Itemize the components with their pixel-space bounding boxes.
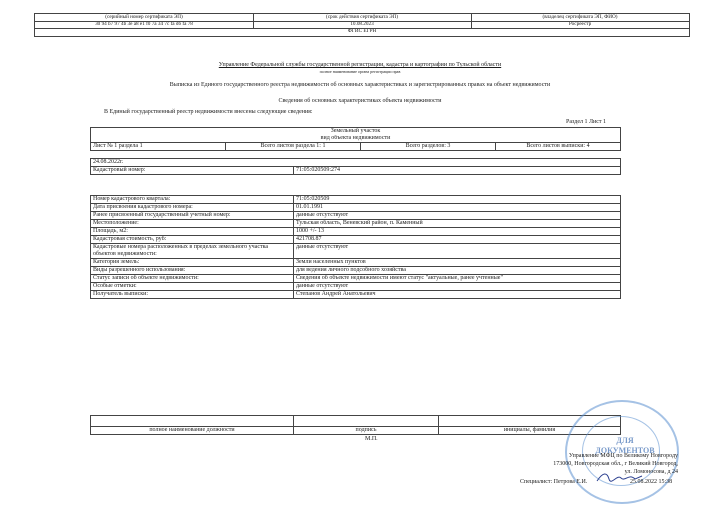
- row-label: Номер кадастрового квартала:: [91, 196, 294, 204]
- office-address-1: 173000, Новгородская обл., г Великий Новгород,: [553, 461, 678, 467]
- extract-date: 24.08.2022г.: [91, 159, 621, 167]
- table-row: [91, 267, 621, 275]
- object-type-caption: вид объекта недвижимости: [91, 135, 621, 143]
- row-value: 421708.87: [294, 236, 621, 244]
- table-row: [91, 275, 621, 283]
- object-type: Земельный участок: [91, 128, 621, 136]
- row-label: Категория земель:: [91, 259, 294, 267]
- office-address-2: ул. Ломоносова, д 24: [624, 469, 678, 475]
- row-value: Земли населенных пунктов: [294, 259, 621, 267]
- certificate-block: [34, 13, 690, 37]
- table-row: [91, 212, 621, 220]
- timestamp: 25.08.2022 15:38: [630, 479, 673, 485]
- signature-caption: подпись: [294, 427, 439, 435]
- row-label: Местоположение:: [91, 220, 294, 228]
- row-label: Площадь, м2:: [91, 228, 294, 236]
- cadastral-value: 71:05:020509:274: [294, 167, 621, 175]
- sheets-total: Всего листов раздела 1: 1: [226, 143, 361, 151]
- row-label: Особые отметки:: [91, 283, 294, 291]
- cert-system: ФГИС ЕГРН: [347, 28, 377, 34]
- table-row: [91, 244, 621, 259]
- signature-cell: [294, 416, 439, 427]
- position-cell: [91, 416, 294, 427]
- cert-expiry-header: (срок действия сертификата ЭП): [325, 14, 399, 20]
- row-value: данные отсутствуют: [294, 212, 621, 220]
- table-row: [91, 228, 621, 236]
- signature-table: [90, 415, 621, 435]
- object-table: [90, 127, 621, 151]
- row-label: Дата присвоения кадастрового номера:: [91, 204, 294, 212]
- extract-sheets: Всего листов выписки: 4: [496, 143, 621, 151]
- handwritten-signature-icon: [595, 470, 645, 484]
- cert-serial-header: (серийный номер сертификата ЭП): [105, 14, 183, 20]
- row-value: Сведения об объекте недвижимости имеют статус "актуальные, ранее учтенные": [294, 275, 621, 283]
- sheet-number: Лист № 1 раздела 1: [91, 143, 226, 151]
- authority-name: Управление Федеральной службы государственной регистрации, кадастра и картографии по Тульской области: [218, 62, 502, 68]
- authority-caption: полное наименование органа регистрации прав: [319, 69, 401, 74]
- row-value: Тульская область, Веневский район, п. Каменный: [294, 220, 621, 228]
- extract-title: Выписка из Единого государственного реестра недвижимости об основных характеристиках и зарегистрированных правах на объект недвижимости: [169, 82, 551, 88]
- row-label: Получатель выписки:: [91, 291, 294, 299]
- row-label: Кадастровые номера расположенных в пределах земельного участка объектов недвижимости:: [91, 244, 294, 259]
- initials-caption: инициалы, фамилия: [439, 427, 621, 435]
- characteristics-table: [90, 195, 621, 299]
- stamp-line1: ДЛЯ: [616, 436, 634, 445]
- date-table: [90, 158, 621, 175]
- sections-total: Всего разделов: 3: [361, 143, 496, 151]
- row-label: Статус записи об объекте недвижимости:: [91, 275, 294, 283]
- section-page: Раздел 1 Лист 1: [566, 119, 607, 125]
- table-row: [91, 291, 621, 299]
- row-value: 01.01.1991: [294, 204, 621, 212]
- office-name: Управление МФЦ по Великому Новгороду: [568, 453, 678, 459]
- mp-mark: М.П.: [365, 436, 378, 442]
- specialist: Специалист: Петрова Е.И.: [520, 479, 588, 485]
- cert-owner-header: (владелец сертификата ЭП, ФИО): [542, 14, 618, 20]
- cert-owner: Росреестр: [568, 21, 592, 27]
- row-value: 1000 +/- 13: [294, 228, 621, 236]
- table-row: [91, 283, 621, 291]
- row-value: 71:05:020509: [294, 196, 621, 204]
- table-row: [91, 196, 621, 204]
- row-value: Степанов Андрей Анатольевич: [294, 291, 621, 299]
- table-row: [91, 259, 621, 267]
- intro-text: В Единый государственный реестр недвижимости внесены следующие сведения:: [104, 109, 313, 115]
- row-label: Ранее присвоенный государственный учетный номер:: [91, 212, 294, 220]
- row-value: данные отсутствуют: [294, 244, 621, 259]
- cert-serial: 30 94 b7 97 4b 3e a8 e1 f0 7a 34 7c fa d6 fa 78: [95, 21, 193, 27]
- table-row: [91, 204, 621, 212]
- cert-expiry: 10.08.2023: [350, 21, 374, 27]
- cadastral-label: Кадастровый номер:: [91, 167, 294, 175]
- row-value: данные отсутствуют: [294, 283, 621, 291]
- row-label: Кадастровая стоимость, руб:: [91, 236, 294, 244]
- table-row: [91, 220, 621, 228]
- position-caption: полное наименование должности: [91, 427, 294, 435]
- table-row: [91, 236, 621, 244]
- stamp-line2: ДОКУМЕНТОВ: [595, 446, 655, 455]
- section-title: Сведения об основных характеристиках объекта недвижимости: [278, 98, 442, 104]
- row-value: для ведения личного подсобного хозяйства: [294, 267, 621, 275]
- row-label: Виды разрешенного использования:: [91, 267, 294, 275]
